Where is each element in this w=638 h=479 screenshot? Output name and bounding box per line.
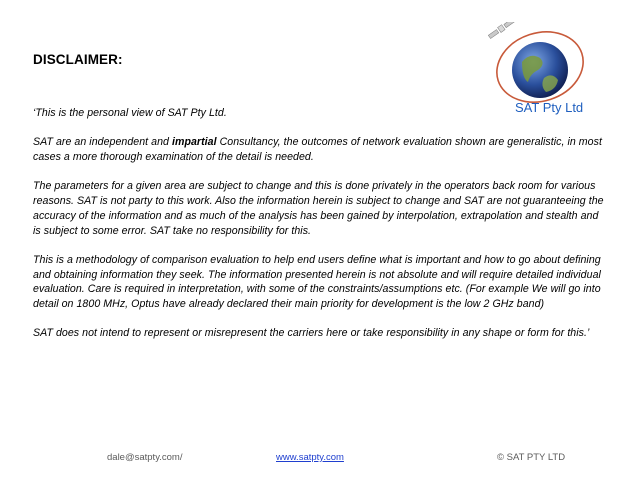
footer-email: dale@satpty.com/ — [107, 452, 183, 463]
methodology-paragraph: This is a methodology of comparison evaluation to help end users define what is important and how to go about defining and obtaining information they seek. The information presented herein is not absolute and will require detailed individual evaluation. Care is required in interpretation, with some of the constraints/assumptions etc. (For example We will go into detail on 1800 MHz, Optus have already declared their main priority for development is the low 2 GHz band) — [33, 253, 601, 311]
footer-copyright: © SAT PTY LTD — [497, 452, 566, 463]
disclaimer-body — [33, 106, 608, 341]
parameters-paragraph: The parameters for a given area are subject to change and this is done privately in the operators back room for various reasons. SAT is not party to this work. Also the information herein is subject to change and SAT are not guaranteeing the accuracy of the information and as much of the analysis has been gained by interpolation, extrapolation and stealth and is subject to some error. SAT take no responsibility for this. — [33, 180, 604, 237]
footer-website-link[interactable]: www.satpty.com — [276, 452, 344, 463]
intro-paragraph: ‘This is the personal view of SAT Pty Ltd. — [33, 107, 227, 119]
independence-paragraph: SAT are an independent and impartial Consultancy, the outcomes of network evaluation shown are generalistic, in most cases a more thorough examination of the detail is needed. — [33, 136, 602, 164]
responsibility-paragraph: SAT does not intend to represent or misrepresent the carriers here or take responsibility in any shape or form for this.’ — [33, 327, 590, 340]
company-logo-label: SAT Pty Ltd — [515, 100, 584, 115]
page-title: DISCLAIMER: — [33, 52, 123, 67]
